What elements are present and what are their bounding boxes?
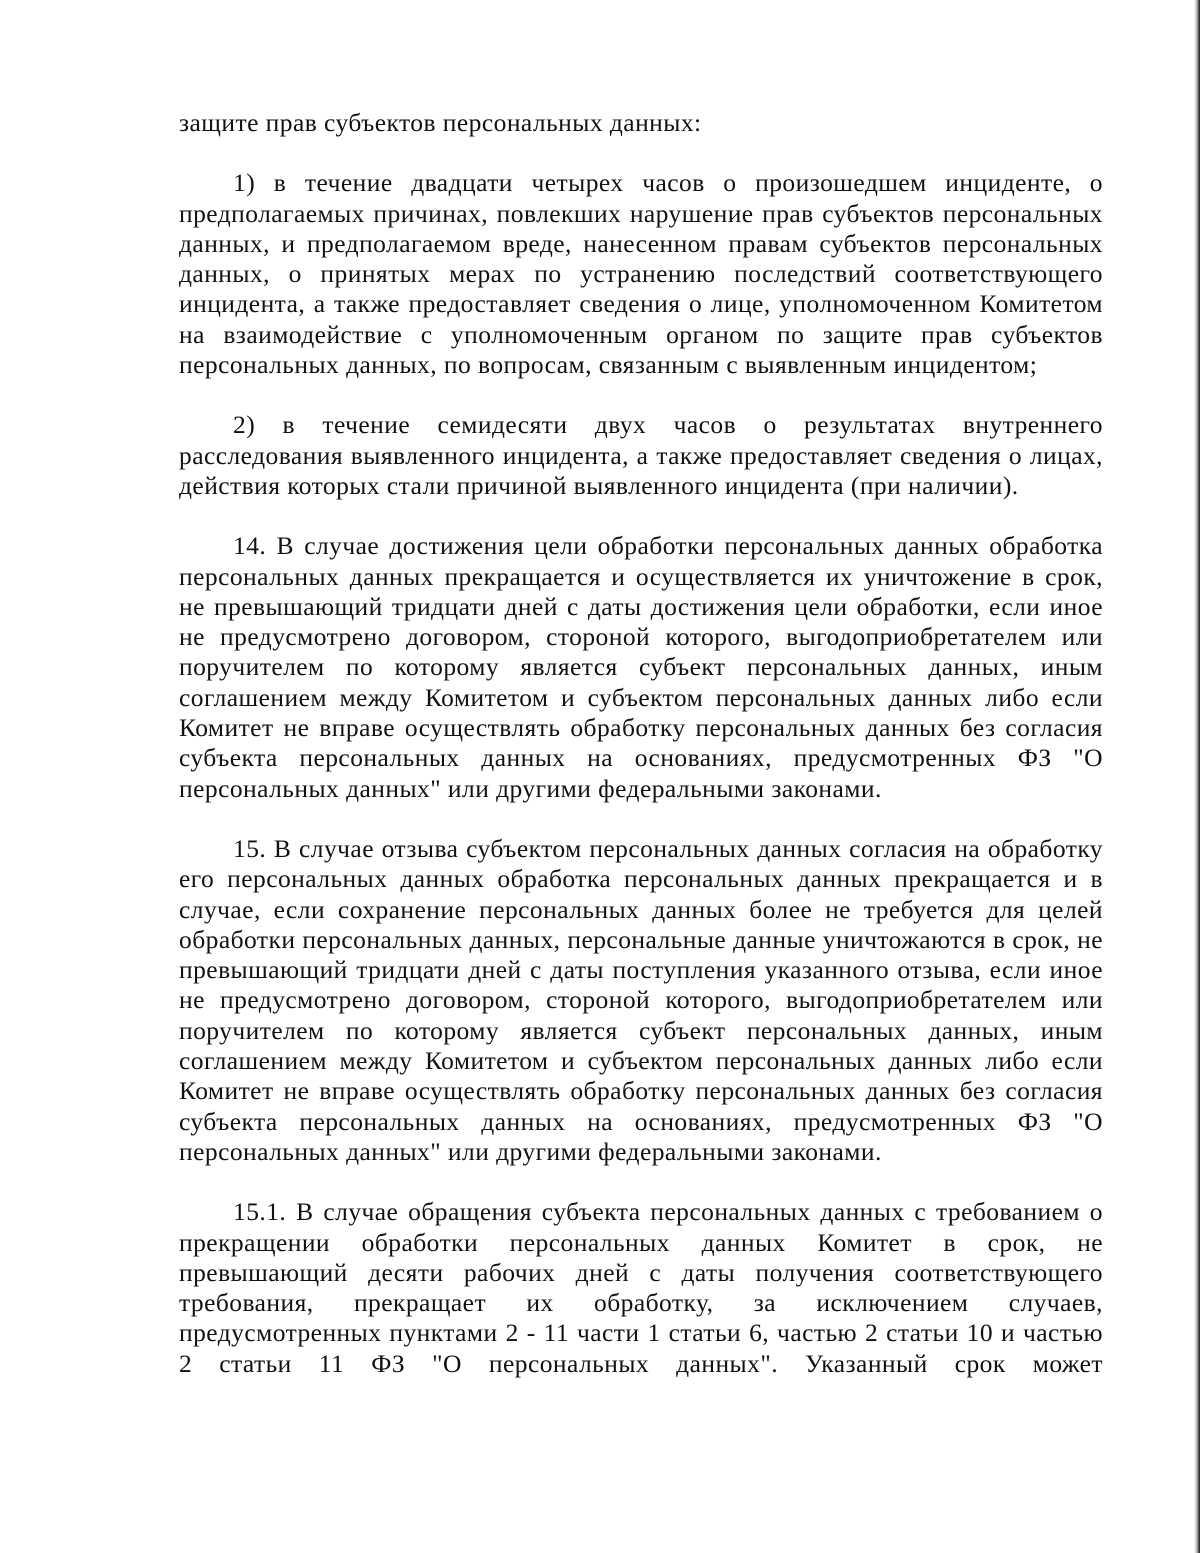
paragraph-15-1: 15.1. В случае обращения субъекта персональных данных с требованием о прекращении обработки персональных данных Комитет в срок, не превышающий десяти рабочих дней с даты получения соответствующего требования, прекращает их обработку, за исключением случаев, предусмотренных пунктами 2 - 11 части 1 статьи 6, частью 2 статьи 10 и частью 2 статьи 11 ФЗ "О персональных данных". Указанный срок может [179,1197,1103,1378]
continuation-line: защите прав субъектов персональных данных: [179,108,702,137]
paragraph-14: 14. В случае достижения цели обработки персональных данных обработка персональных данных прекращается и осуществляется их уничтожение в срок, не превышающий тридцати дней с даты достижения цели обработки, если иное не предусмотрено договором, стороной которого, выгодоприобретателем или поручителем по которому является субъект персональных данных, иным соглашением между Комитетом и субъектом персональных данных либо если Комитет не вправе осуществлять обработку персональных данных без согласия субъекта персональных данных на основаниях, предусмотренных ФЗ "О персональных данных" или другими федеральными законами. [179,531,1103,803]
paragraph-item-1: 1) в течение двадцати четырех часов о произошедшем инциденте, о предполагаемых причинах, повлекших нарушение прав субъектов персональных данных, и предполагаемом вреде, нанесенном правам субъектов персональных данных, о принятых мерах по устранению последствий соответствующего инцидента, а также предоставляет сведения о лице, уполномоченном Комитетом на взаимодействие с уполномоченным органом по защите прав субъектов персональных данных, по вопросам, связанным с выявленным инцидентом; [179,168,1103,380]
paragraph-15: 15. В случае отзыва субъектом персональных данных согласия на обработку его персональных данных обработка персональных данных прекращается и в случае, если сохранение персональных данных более не требуется для целей обработки персональных данных, персональные данные уничтожаются в срок, не превышающий тридцати дней с даты поступления указанного отзыва, если иное не предусмотрено договором, стороной которого, выгодоприобретателем или поручителем по которому является субъект персональных данных, иным соглашением между Комитетом и субъектом персональных данных либо если Комитет не вправе осуществлять обработку персональных данных без согласия субъекта персональных данных на основаниях, предусмотренных ФЗ "О персональных данных" или другими федеральными законами. [179,833,1103,1166]
scan-edge-shadow [1194,0,1200,1553]
document-body [179,108,1103,1379]
paragraph-item-2: 2) в течение семидесяти двух часов о результатах внутреннего расследования выявленного инцидента, а также предоставляет сведения о лицах, действия которых стали причиной выявленного инцидента (при наличии). [179,410,1103,500]
